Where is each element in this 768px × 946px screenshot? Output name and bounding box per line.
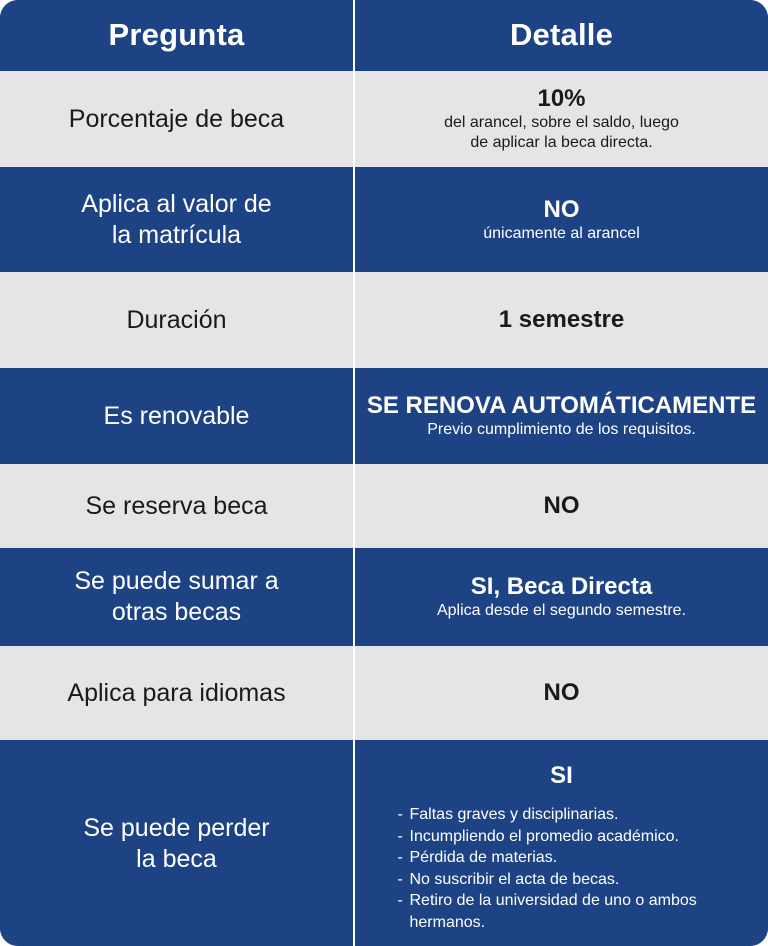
table-row	[0, 71, 768, 167]
list-item: - Incumpliendo el promedio académico.	[398, 826, 748, 848]
detail-strong: SI, Beca Directa	[470, 573, 653, 600]
table-row	[0, 646, 768, 740]
table-row	[0, 550, 768, 644]
question-text: Se reserva beca	[85, 491, 268, 520]
detail-strong: NO	[543, 679, 580, 706]
question-cell	[0, 742, 353, 946]
detail-sub: únicamente al arancel	[483, 224, 640, 242]
question-text: Porcentaje de beca	[68, 104, 285, 133]
detail-cell	[355, 646, 768, 740]
detail-strong: SE RENOVA AUTOMÁTICAMENTE	[366, 392, 757, 419]
question-text: Se puede sumar a otras becas	[74, 567, 279, 626]
header-detail	[355, 0, 768, 69]
detail-strong: NO	[543, 492, 580, 519]
list-item: - Retiro de la universidad de uno o ambos hermanos.	[398, 890, 748, 933]
detail-strong: SI	[550, 762, 573, 789]
list-item: - Pérdida de materias.	[398, 847, 748, 869]
table-row	[0, 169, 768, 270]
header-detail-label: Detalle	[509, 16, 614, 52]
question-text: Es renovable	[103, 401, 250, 430]
detail-cell	[355, 169, 768, 270]
question-text: Aplica para idiomas	[67, 678, 286, 707]
question-text: Duración	[126, 305, 227, 334]
question-text: Se puede perder la beca	[83, 814, 270, 873]
detail-sub: Aplica desde el segundo semestre.	[436, 602, 687, 619]
question-cell	[0, 646, 353, 740]
detail-cell	[355, 550, 768, 644]
detail-cell	[355, 71, 768, 167]
detail-cell	[355, 742, 768, 946]
detail-cell	[355, 464, 768, 548]
question-cell	[0, 464, 353, 548]
table-row	[0, 370, 768, 462]
table-header	[0, 0, 768, 69]
loss-reasons-list	[398, 804, 748, 933]
detail-cell	[355, 272, 768, 368]
table-row	[0, 464, 768, 548]
detail-strong: 10%	[537, 85, 586, 112]
question-text: Aplica al valor de la matrícula	[81, 189, 272, 249]
detail-strong: 1 semestre	[498, 306, 625, 333]
question-cell	[0, 272, 353, 368]
list-item: - Faltas graves y disciplinarias.	[398, 804, 748, 826]
table-row	[0, 272, 768, 368]
question-cell	[0, 169, 353, 270]
detail-cell	[355, 370, 768, 462]
question-cell	[0, 370, 353, 462]
header-question	[0, 0, 353, 69]
detail-sub: del arancel, sobre el saldo, luego de aplicar la beca directa.	[444, 114, 679, 151]
detail-sub: Previo cumplimiento de los requisitos.	[427, 421, 696, 438]
question-cell	[0, 71, 353, 167]
column-divider	[353, 0, 355, 946]
table-row	[0, 742, 768, 946]
list-item: - No suscribir el acta de becas.	[398, 869, 748, 891]
detail-strong: NO	[543, 195, 580, 223]
header-question-label: Pregunta	[108, 16, 245, 52]
question-cell	[0, 550, 353, 644]
